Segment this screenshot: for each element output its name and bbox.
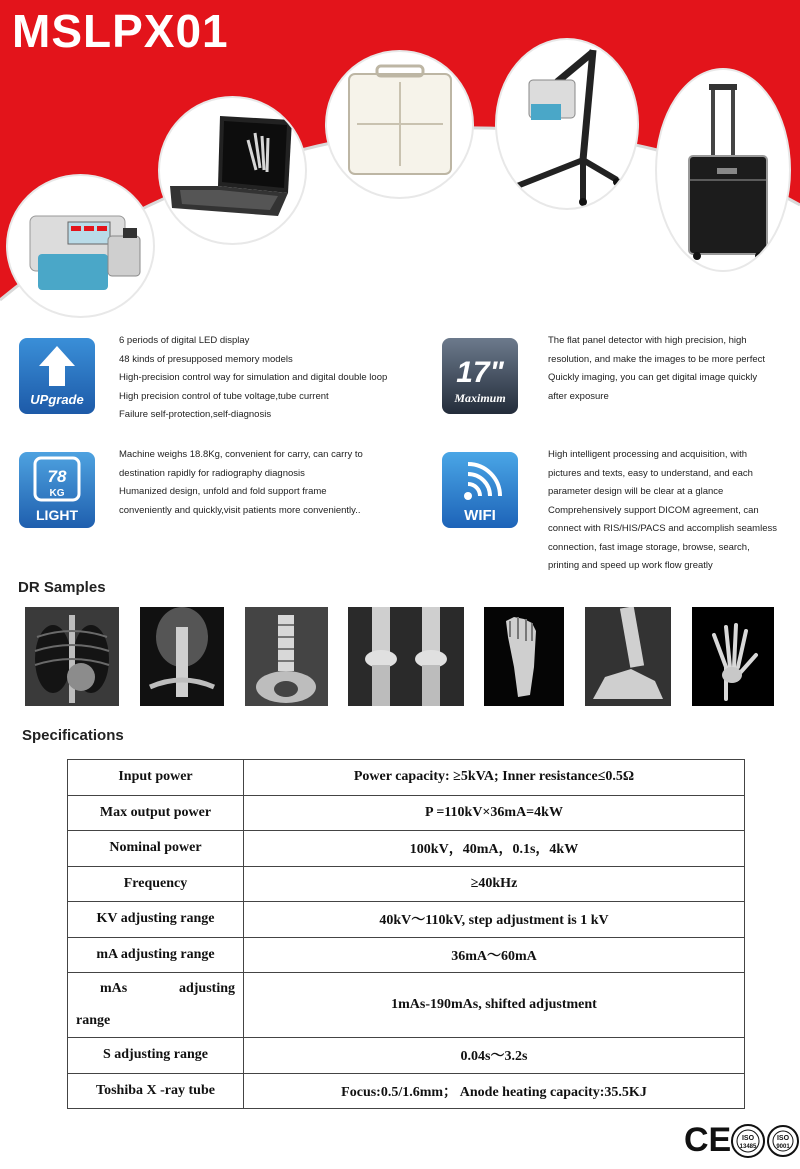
feature-line: Machine weighs 18.8Kg, convenient for carry, can carry to [119, 449, 363, 460]
spec-label [68, 973, 244, 1038]
feature-line: 6 periods of digital LED display [119, 335, 250, 346]
spec-label: S adjusting range [68, 1038, 244, 1074]
sample-ankle-xray [585, 607, 671, 706]
feature-text-2 [548, 332, 793, 406]
spec-value: P =110kV×36mA=4kW [244, 795, 745, 831]
feature-line: connection, fast image storage, browse, search, [548, 541, 750, 553]
upgrade-icon [19, 338, 95, 414]
feature-line: 48 kinds of presupposed memory models [119, 353, 293, 365]
sample-hand-xray [692, 607, 774, 706]
feature-text-3 [119, 446, 429, 520]
spec-label: mA adjusting range [68, 937, 244, 973]
feature-text-1 [119, 332, 429, 425]
product-mobile-stand [497, 40, 637, 208]
spec-value: 100kV，40mA，0.1s，4kW [244, 831, 745, 867]
iso-seal-label: ISO [741, 1135, 755, 1142]
spec-table [67, 759, 745, 1109]
spec-value: ≥40kHz [244, 866, 745, 902]
light-icon-unit: KG [49, 488, 65, 499]
light-icon-label: LIGHT [36, 507, 78, 523]
feature-text-4 [548, 446, 796, 576]
spec-value: Power capacity: ≥5kVA; Inner resistance≤0.5Ω [244, 760, 745, 796]
sample-knees-xray [348, 607, 464, 706]
feature-line: High-precision control way for simulation and digital double loop [119, 372, 388, 383]
light-icon-weight: 78 [47, 467, 67, 486]
table-row [68, 795, 745, 831]
spec-label: Toshiba X -ray tube [68, 1073, 244, 1109]
light-18kg-icon [19, 452, 95, 528]
table-row [68, 866, 745, 902]
sample-foot-xray [484, 607, 564, 706]
table-row [68, 973, 745, 1038]
spec-value: 36mA～60mA [244, 937, 745, 973]
feature-line: High precision control of tube voltage,tube current [119, 390, 329, 402]
spec-value: Focus:0.5/1.6mm； Anode heating capacity:35.5KJ [244, 1073, 745, 1109]
feature-line: parameter design will be clear at a glance [548, 486, 724, 497]
table-row [68, 902, 745, 938]
table-row [68, 831, 745, 867]
sample-chest-xray [25, 607, 119, 706]
feature-line: printing and speed up work flow greatly [548, 560, 713, 571]
spec-value: 40kV～110kV, step adjustment is 1 kV [244, 902, 745, 938]
maximum-17-icon [442, 338, 518, 414]
spec-value: 1mAs-190mAs, shifted adjustment [244, 973, 745, 1038]
wifi-icon-label: WIFI [464, 507, 496, 524]
feature-line: Comprehensively support DICOM agreement, can [548, 504, 759, 516]
spec-label: Input power [68, 760, 244, 796]
iso-13485-seal-icon [730, 1123, 766, 1159]
maximum-icon-size: 17" [456, 356, 504, 389]
spec-label: KV adjusting range [68, 902, 244, 938]
product-flat-panel [327, 52, 472, 197]
feature-line: Failure self-protection,self-diagnosis [119, 409, 272, 420]
upgrade-icon-label: UPgrade [30, 392, 84, 407]
feature-line: after exposure [548, 390, 609, 402]
spec-label-part: range [76, 1013, 111, 1028]
feature-line: resolution, and make the images to be more perfect [548, 353, 766, 365]
feature-line: destination rapidly for radiography diagnosis [119, 467, 305, 479]
ce-mark-icon: CE [684, 1121, 732, 1159]
spec-label-part: adjusting [178, 981, 235, 996]
specifications-title: Specifications [22, 727, 124, 744]
feature-line: pictures and texts, easy to understand, and each [548, 467, 753, 479]
header-banner [0, 0, 800, 330]
spec-value: 0.04s～3.2s [244, 1038, 745, 1074]
table-row [68, 1038, 745, 1074]
spec-label-part: mAs [100, 981, 128, 996]
model-title: MSLPX01 [12, 5, 229, 57]
feature-line: Quickly imaging, you can get digital image quickly [548, 372, 758, 383]
iso-seal-number: 9001 [776, 1144, 790, 1150]
iso-9001-seal-icon [766, 1123, 800, 1159]
dr-samples-title: DR Samples [18, 579, 106, 596]
wifi-icon [442, 452, 518, 528]
feature-line: High intelligent processing and acquisition, with [548, 449, 748, 460]
product-xray-unit [8, 176, 153, 316]
maximum-icon-label: Maximum [454, 391, 506, 405]
table-row [68, 937, 745, 973]
table-row [68, 760, 745, 796]
feature-line: Humanized design, unfold and fold support frame [119, 486, 327, 497]
iso-seal-label: ISO [776, 1135, 790, 1142]
sample-cervical-spine-xray [140, 607, 224, 706]
spec-label: Frequency [68, 866, 244, 902]
product-laptop [160, 98, 305, 243]
iso-seal-number: 13485 [739, 1144, 757, 1150]
product-carry-case [657, 70, 789, 270]
feature-line: conveniently and quickly,visit patients more conveniently.. [119, 504, 361, 516]
table-row [68, 1073, 745, 1109]
spec-label: Nominal power [68, 831, 244, 867]
sample-lumbar-spine-xray [245, 607, 328, 706]
spec-label: Max output power [68, 795, 244, 831]
feature-line: The flat panel detector with high precision, high [548, 335, 747, 346]
feature-line: connect with RIS/HIS/PACS and accomplish seamless [548, 523, 777, 534]
